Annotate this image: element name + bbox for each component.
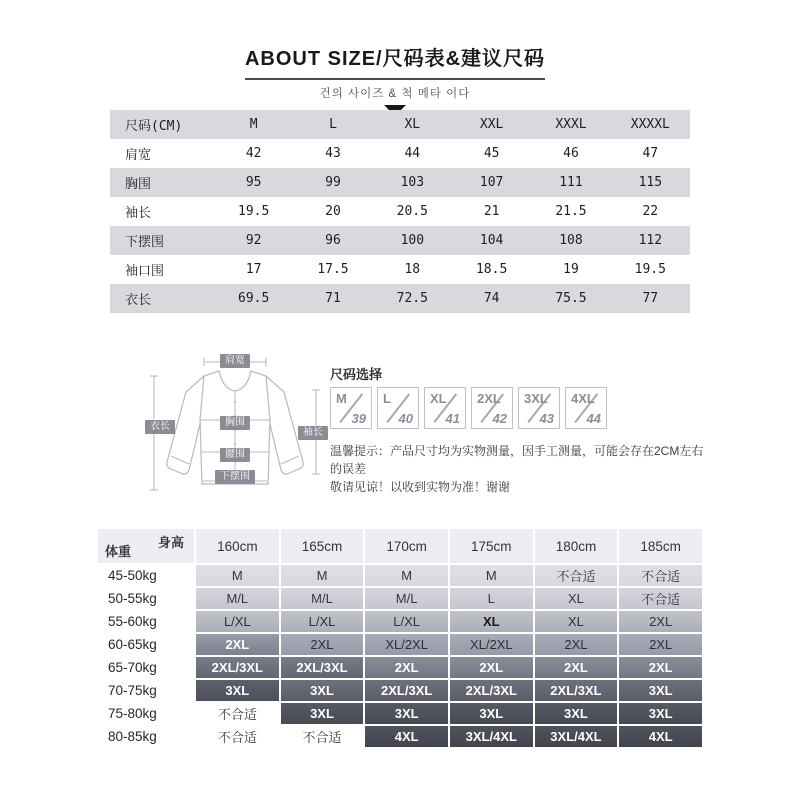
size-value-cell: 95 (245, 175, 262, 190)
size-value-cell: 44 (404, 146, 421, 161)
matrix-col-header: 170cm (365, 529, 448, 563)
matrix-col-header: 165cm (281, 529, 364, 563)
size-value-cell: 69.5 (238, 291, 270, 306)
fit-cell: 2XL (619, 611, 702, 632)
size-row-label: 衣长 (125, 293, 152, 308)
measure-badge-sleeve: 袖长 (298, 426, 328, 440)
size-value-cell: 77 (642, 291, 659, 306)
size-picker (330, 387, 607, 429)
size-option-4xl[interactable] (565, 387, 607, 429)
size-row-label: 胸围 (125, 177, 152, 192)
fit-cell: L/XL (196, 611, 279, 632)
corner-weight-label: 体重 (105, 544, 132, 559)
size-value-cell: 45 (483, 146, 500, 161)
fit-cell: 3XL (281, 703, 364, 724)
size-picker-title: 尺码选择 (330, 367, 383, 382)
size-table-header-row (110, 110, 690, 139)
size-table-row (110, 284, 690, 313)
matrix-col-header: 175cm (450, 529, 533, 563)
size-value-cell: 74 (483, 291, 500, 306)
size-table-header-label: 尺码(CM) (125, 119, 183, 134)
size-value-cell: 19.5 (238, 204, 270, 219)
tips-block (330, 442, 710, 496)
size-row-label: 下摆围 (125, 235, 165, 250)
fit-cell: 2XL (365, 657, 448, 678)
fit-cell: 2XL/3XL (196, 657, 279, 678)
measure-badge-shoulder: 肩宽 (220, 354, 250, 368)
fit-cell: 不合适 (619, 565, 702, 586)
fit-cell: XL (535, 611, 618, 632)
corner-height-label: 身高 (157, 535, 184, 550)
fit-cell: 2XL (619, 634, 702, 655)
size-value-cell: 72.5 (396, 291, 428, 306)
fit-cell: 3XL (365, 703, 448, 724)
matrix-col-header: 185cm (619, 529, 702, 563)
fit-cell: XL (450, 611, 533, 632)
size-row-label: 袖长 (125, 206, 152, 221)
size-option-number: 40 (398, 411, 413, 426)
measure-badge-hem: 下摆围 (215, 470, 255, 484)
size-value-cell: 17 (245, 262, 262, 277)
fit-cell: 2XL (281, 634, 364, 655)
fit-cell: XL (535, 588, 618, 609)
weight-row (98, 703, 702, 724)
size-value-cell: 46 (563, 146, 579, 161)
tips-line-1: 温馨提示：产品尺寸均为实物测量，因手工测量，可能会存在2CM左右的误差 (330, 444, 704, 476)
size-row-label: 袖口围 (125, 264, 165, 279)
fit-matrix-header-row (98, 529, 702, 563)
size-value-cell: 92 (245, 233, 262, 248)
size-value-cell: 42 (245, 146, 262, 161)
size-table-header-cell: XXXL (555, 117, 587, 132)
weight-label: 75-80kg (98, 703, 194, 724)
size-option-3xl[interactable] (518, 387, 560, 429)
weight-label: 45-50kg (98, 565, 194, 586)
size-value-cell: 71 (325, 291, 341, 306)
measure-badge-chest: 胸围 (220, 416, 250, 430)
fit-cell: 2XL (535, 657, 618, 678)
measure-badge-length: 衣长 (145, 420, 175, 434)
fit-cell: M (450, 565, 533, 586)
size-option-number: 41 (445, 411, 460, 426)
measure-badge-waist: 腰围 (220, 448, 250, 462)
size-row-label: 肩宽 (125, 148, 152, 163)
size-value-cell: 103 (400, 175, 425, 190)
size-table-row (110, 255, 690, 284)
fit-cell: 3XL (619, 703, 702, 724)
size-table-row (110, 197, 690, 226)
size-table (110, 110, 690, 313)
page-subtitle: 건의 사이즈 & 척 메타 이다 (319, 88, 471, 100)
size-value-cell: 111 (559, 175, 583, 190)
fit-cell: 2XL (619, 657, 702, 678)
fit-cell: 2XL/3XL (365, 680, 448, 701)
size-value-cell: 17.5 (317, 262, 349, 277)
weight-row (98, 657, 702, 678)
size-value-cell: 47 (642, 146, 659, 161)
fit-cell: M (196, 565, 279, 586)
fit-cell: M/L (365, 588, 448, 609)
fit-cell: 不合适 (196, 703, 279, 724)
size-value-cell: 96 (325, 233, 341, 248)
weight-row (98, 588, 702, 609)
size-table-header-cell: XL (404, 117, 421, 132)
size-value-cell: 19.5 (634, 262, 666, 277)
size-option-label: L (383, 391, 391, 406)
size-table-row (110, 139, 690, 168)
size-option-xl[interactable] (424, 387, 466, 429)
fit-cell: 3XL (535, 703, 618, 724)
fit-cell: 2XL/3XL (281, 657, 364, 678)
fit-cell: 2XL (450, 657, 533, 678)
size-option-2xl[interactable] (471, 387, 513, 429)
fit-cell: L/XL (365, 611, 448, 632)
fit-cell: 2XL/3XL (535, 680, 618, 701)
fit-cell: 3XL (281, 680, 364, 701)
fit-cell: L (450, 588, 533, 609)
fit-matrix-body (98, 565, 702, 747)
size-option-number: 42 (492, 411, 507, 426)
size-value-cell: 19 (563, 262, 579, 277)
size-option-number: 44 (586, 411, 601, 426)
weight-label: 70-75kg (98, 680, 194, 701)
weight-row (98, 726, 702, 747)
page-title: ABOUT SIZE/尺码表&建议尺码 (245, 42, 545, 80)
size-value-cell: 108 (559, 233, 583, 248)
size-value-cell: 100 (400, 233, 425, 248)
fit-cell: 不合适 (535, 565, 618, 586)
weight-label: 60-65kg (98, 634, 194, 655)
size-value-cell: 22 (642, 204, 659, 219)
size-value-cell: 20.5 (396, 204, 428, 219)
size-value-cell: 115 (638, 175, 663, 190)
size-option-label: XL (430, 391, 447, 406)
fit-cell: 不合适 (196, 726, 279, 747)
fit-cell: M (281, 565, 364, 586)
size-value-cell: 18.5 (475, 262, 508, 277)
size-option-label: M (336, 391, 347, 406)
matrix-col-header: 160cm (196, 529, 279, 563)
size-table-body (110, 110, 690, 313)
weight-label: 80-85kg (98, 726, 194, 747)
size-option-number: 39 (351, 411, 366, 426)
size-option-label: 2XL (477, 391, 501, 406)
size-value-cell: 43 (325, 146, 341, 161)
fit-cell: 3XL/4XL (450, 726, 533, 747)
fit-matrix (96, 527, 704, 749)
size-option-number: 43 (539, 411, 554, 426)
weight-label: 65-70kg (98, 657, 194, 678)
size-value-cell: 104 (479, 233, 504, 248)
size-option-label: 4XL (571, 391, 595, 406)
fit-cell: 2XL (196, 634, 279, 655)
size-option-label: 3XL (524, 391, 548, 406)
weight-row (98, 565, 702, 586)
fit-cell: 4XL (365, 726, 448, 747)
fit-cell: M/L (281, 588, 364, 609)
fit-cell: 3XL (196, 680, 279, 701)
fit-cell: XL/2XL (365, 634, 448, 655)
size-table-header-cell: XXL (479, 117, 504, 132)
size-value-cell: 112 (638, 233, 663, 248)
tips-line-2: 敬请见谅！以收到实物为准！谢谢 (330, 480, 511, 494)
size-table-header-cell: L (329, 117, 337, 132)
fit-cell: M (365, 565, 448, 586)
weight-row (98, 634, 702, 655)
size-value-cell: 21.5 (555, 204, 587, 219)
size-table-row (110, 226, 690, 255)
size-value-cell: 18 (404, 262, 421, 277)
weight-label: 55-60kg (98, 611, 194, 632)
size-value-cell: 20 (325, 204, 341, 219)
header (0, 42, 790, 116)
size-value-cell: 99 (325, 175, 341, 190)
fit-cell: 2XL/3XL (450, 680, 533, 701)
shirt-diagram (140, 350, 330, 502)
fit-cell: 不合适 (281, 726, 364, 747)
size-table-header-cell: M (249, 117, 258, 132)
matrix-corner-cell (98, 529, 194, 563)
size-table-header-cell: XXXXL (630, 117, 670, 132)
size-option-m[interactable] (330, 387, 372, 429)
matrix-col-header: 180cm (535, 529, 618, 563)
fit-cell: 不合适 (619, 588, 702, 609)
fit-cell: 2XL (535, 634, 618, 655)
weight-row (98, 611, 702, 632)
size-value-cell: 21 (483, 204, 500, 219)
size-option-l[interactable] (377, 387, 419, 429)
fit-cell: 4XL (619, 726, 702, 747)
weight-row (98, 680, 702, 701)
weight-label: 50-55kg (98, 588, 194, 609)
fit-cell: XL/2XL (450, 634, 533, 655)
size-value-cell: 75.5 (555, 291, 587, 306)
fit-cell: 3XL (619, 680, 702, 701)
fit-cell: 3XL/4XL (535, 726, 618, 747)
size-value-cell: 107 (479, 175, 504, 190)
fit-cell: L/XL (281, 611, 364, 632)
fit-cell: 3XL (450, 703, 533, 724)
fit-cell: M/L (196, 588, 279, 609)
size-table-row (110, 168, 690, 197)
